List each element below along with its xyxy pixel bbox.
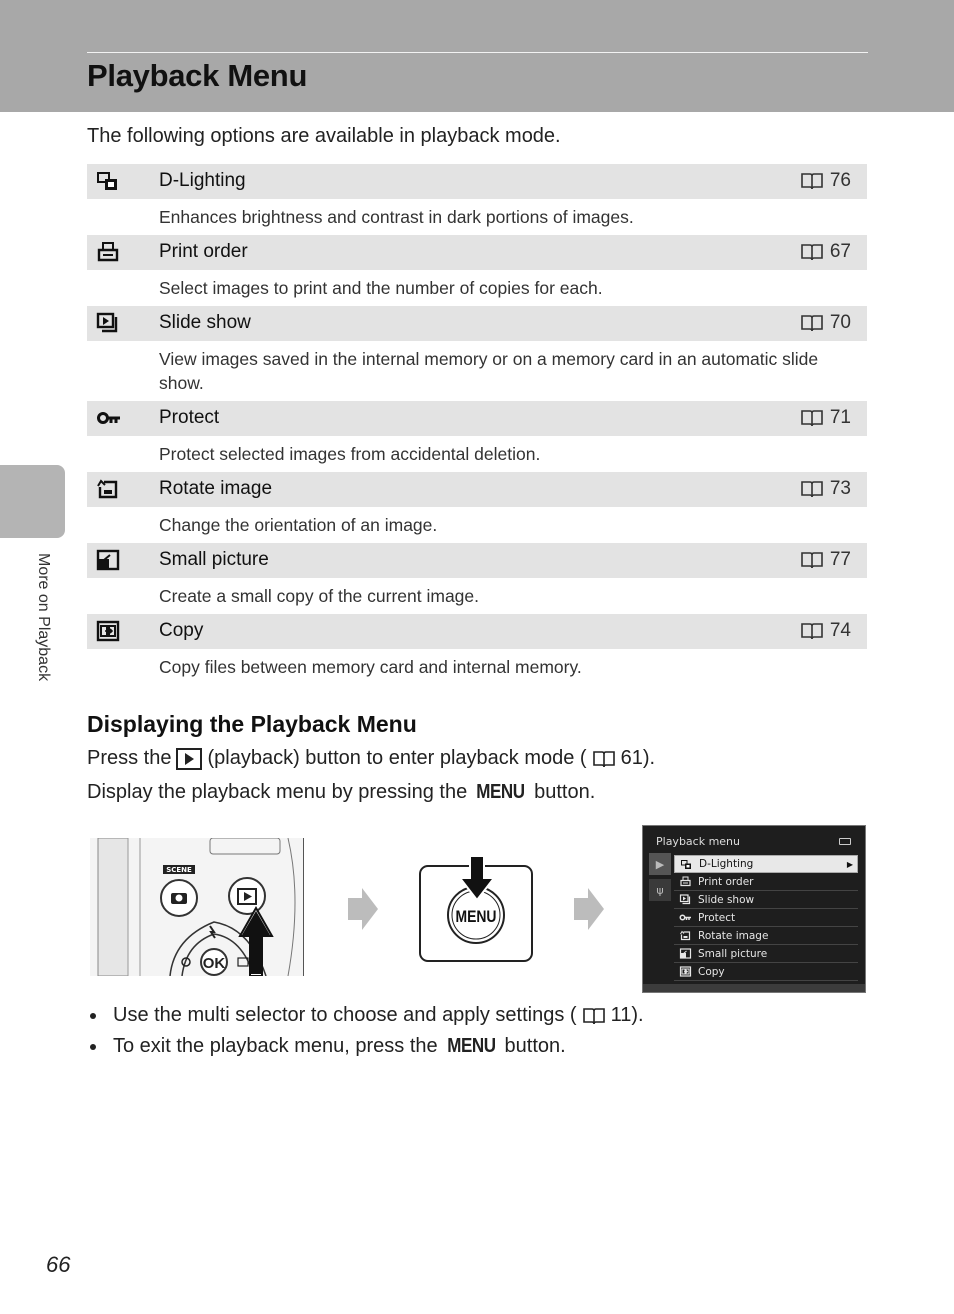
- book-icon: [582, 1007, 606, 1025]
- option-description: Select images to print and the number of copies for each.: [159, 278, 603, 298]
- screen-footer: [643, 984, 865, 992]
- screen-menu-item[interactable]: [674, 963, 858, 981]
- step-arrow-icon: [346, 888, 378, 930]
- side-tab-label: More on Playback: [35, 553, 52, 682]
- book-icon: [800, 243, 824, 261]
- protect-icon: [96, 407, 120, 429]
- option-page-number: 77: [829, 549, 851, 570]
- option-row: [87, 472, 867, 543]
- book-icon: [800, 622, 824, 640]
- option-header: [87, 164, 867, 199]
- option-description: Copy files between memory card and internal memory.: [159, 657, 582, 677]
- screen-menu-item-label: D-Lighting: [699, 858, 754, 870]
- page-header: [0, 0, 954, 112]
- screen-menu-item-label: Copy: [698, 965, 725, 978]
- instruction-text: Press the: [87, 747, 172, 769]
- screen-menu-item[interactable]: [674, 909, 858, 927]
- option-header: [87, 543, 867, 578]
- option-description: Change the orientation of an image.: [159, 515, 438, 535]
- screen-menu-item-label: Small picture: [698, 947, 768, 960]
- page-reference: 11: [610, 1004, 632, 1026]
- screen-title: Playback menu: [656, 835, 741, 848]
- menu-button-label: MENU: [476, 781, 525, 803]
- option-row: [87, 306, 867, 401]
- book-icon: [800, 314, 824, 332]
- screen-menu-item[interactable]: [674, 891, 858, 909]
- options-table: [87, 164, 867, 685]
- option-name: Small picture: [159, 549, 269, 570]
- protect-icon: [679, 912, 692, 923]
- copy-icon: [679, 966, 692, 977]
- menu-button-illustration: [418, 856, 536, 964]
- instruction-text: Display the playback menu by pressing the: [87, 781, 468, 803]
- option-header: [87, 472, 867, 507]
- step-arrow-icon: [572, 888, 604, 930]
- option-page-ref: [800, 312, 851, 334]
- copy-icon: [96, 620, 120, 642]
- option-name: Slide show: [159, 312, 251, 333]
- intro-text: The following options are available in playback mode.: [87, 125, 561, 147]
- screen-menu-item[interactable]: [674, 855, 858, 873]
- option-header: [87, 306, 867, 341]
- screen-tabs: [649, 853, 671, 905]
- option-page-number: 67: [829, 241, 851, 262]
- page-title: Playback Menu: [87, 58, 308, 93]
- page-number: 66: [46, 1252, 71, 1277]
- option-header: [87, 235, 867, 270]
- option-row: [87, 614, 867, 685]
- ok-label: OK: [202, 955, 226, 972]
- option-page-number: 73: [829, 478, 851, 499]
- option-description: Protect selected images from accidental deletion.: [159, 444, 541, 464]
- book-icon: [800, 172, 824, 190]
- setup-tab[interactable]: ψ: [649, 879, 671, 901]
- small-picture-icon: [679, 948, 692, 959]
- option-name: Copy: [159, 620, 204, 641]
- option-name: Print order: [159, 241, 248, 262]
- book-icon: [800, 480, 824, 498]
- page-reference: 61: [620, 747, 643, 769]
- option-header: [87, 401, 867, 436]
- screen-menu-item[interactable]: [674, 873, 858, 891]
- instruction-text: ).: [642, 747, 656, 769]
- option-page-ref: [800, 170, 851, 192]
- menu-button-label: MENU: [446, 1035, 496, 1057]
- bullet-dot: [90, 1044, 96, 1050]
- screen-menu-item[interactable]: [674, 945, 858, 963]
- option-page-number: 71: [829, 407, 851, 428]
- small-picture-icon: [96, 549, 120, 571]
- instruction-line-1: [87, 747, 655, 770]
- camera-back-illustration: [90, 838, 304, 976]
- menu-label: MENU: [455, 907, 497, 927]
- screen-menu-item-label: Slide show: [698, 893, 755, 906]
- option-row: [87, 543, 867, 614]
- option-name: Rotate image: [159, 478, 273, 499]
- bullet-list: [87, 1004, 644, 1066]
- playback-button-icon: [176, 748, 202, 770]
- print-order-icon: [96, 241, 120, 263]
- bullet-text: ).: [631, 1004, 644, 1026]
- option-page-number: 70: [829, 312, 851, 333]
- bullet-item: [87, 1004, 644, 1027]
- header-rule: [87, 52, 868, 53]
- screen-menu-item-label: Rotate image: [698, 929, 769, 942]
- option-page-ref: [800, 549, 851, 571]
- option-page-ref: [800, 407, 851, 429]
- option-row: [87, 164, 867, 235]
- instruction-text: (playback) button to enter playback mode (: [207, 747, 587, 769]
- option-page-ref: [800, 620, 851, 642]
- option-page-number: 76: [829, 170, 851, 191]
- bullet-dot: [90, 1013, 96, 1019]
- screen-menu-item-label: Protect: [698, 911, 736, 924]
- option-description: View images saved in the internal memory or on a memory card in an automatic slide show.: [159, 349, 819, 393]
- book-icon: [592, 750, 616, 768]
- chevron-right-icon: ▶: [846, 859, 853, 869]
- slide-show-icon: [96, 312, 120, 334]
- option-name: Protect: [159, 407, 220, 428]
- screen-menu-item[interactable]: [674, 927, 858, 945]
- instruction-line-2: [87, 781, 595, 804]
- screen-menu-item-label: Print order: [698, 875, 754, 888]
- scene-label: SCENE: [166, 866, 192, 874]
- playback-tab[interactable]: ▶: [649, 853, 671, 875]
- bullet-text: button.: [504, 1035, 566, 1057]
- camera-screen: [642, 825, 866, 993]
- bullet-item: [87, 1035, 644, 1058]
- bullet-text: To exit the playback menu, press the: [113, 1035, 438, 1057]
- option-description: Create a small copy of the current image.: [159, 586, 480, 606]
- d-lighting-icon: [96, 170, 120, 192]
- option-page-ref: [800, 478, 851, 500]
- section-heading: Displaying the Playback Menu: [87, 711, 417, 737]
- slide-show-icon: [679, 894, 692, 905]
- option-name: D-Lighting: [159, 170, 246, 191]
- print-order-icon: [679, 876, 692, 887]
- book-icon: [800, 551, 824, 569]
- option-header: [87, 614, 867, 649]
- option-description: Enhances brightness and contrast in dark portions of images.: [159, 207, 634, 227]
- battery-icon: [839, 838, 851, 845]
- rotate-image-icon: [96, 478, 120, 500]
- bullet-text: Use the multi selector to choose and apply settings (: [113, 1004, 577, 1026]
- option-row: [87, 401, 867, 472]
- option-page-number: 74: [829, 620, 851, 641]
- rotate-image-icon: [679, 930, 692, 941]
- side-tab: [0, 465, 65, 538]
- option-row: [87, 235, 867, 306]
- option-page-ref: [800, 241, 851, 263]
- book-icon: [800, 409, 824, 427]
- instruction-text: button.: [534, 781, 596, 803]
- screen-menu-list: [674, 855, 858, 981]
- d-lighting-icon: [680, 859, 693, 870]
